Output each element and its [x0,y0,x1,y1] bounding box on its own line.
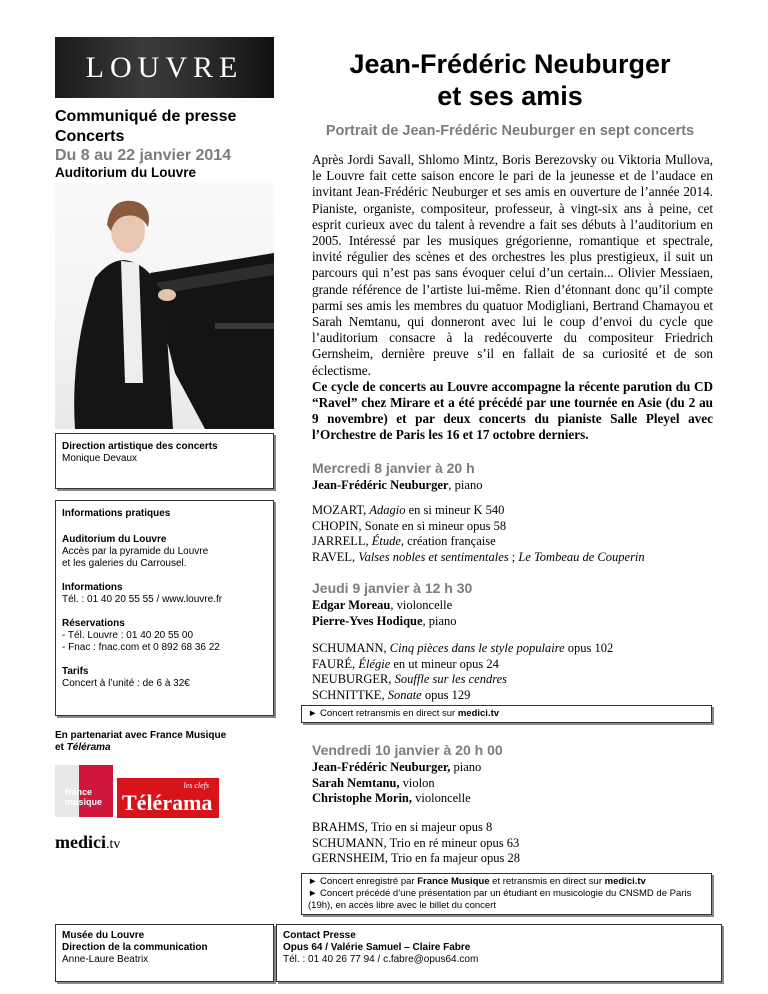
program-item: GERNSHEIM, Trio en fa majeur opus 28 [312,851,520,865]
body-bold-paragraph: Ce cycle de concerts au Louvre accompagne la récente parution du CD “Ravel” chez Mirare et a été précédé par une tournée en Asie (du 2 au 9 novembre) et par deux concerts du pianiste Salle Pleyel avec l’Orchestre de Paris les 16 et 17 octobre derniers. [312,378,713,443]
program-item: SCHUMANN, Cinq pièces dans le style populaire opus 102 [312,641,614,655]
concert-3-date: Vendredi 10 janvier à 20 h 00 [312,742,503,758]
concert-1-date: Mercredi 8 janvier à 20 h [312,460,475,476]
concert-2-program [312,641,722,703]
performer: Christophe Morin, violoncelle [312,791,471,805]
concerts-label: Concerts [55,128,125,145]
telerama-logo [117,778,219,818]
info-title: Informations pratiques [62,508,171,519]
press-release-title [55,107,236,147]
partnership-telerama: Télérama [66,742,111,753]
press-contact-label: Contact Presse [283,930,356,941]
partnership-text [55,730,270,754]
subtitle: Portrait de Jean-Frédéric Neuburger en sept concerts [325,123,695,139]
main-title-line-1: Jean-Frédéric Neuburger [349,49,671,79]
access-line-1: Accès par la pyramide du Louvre [62,546,209,557]
program-item: MOZART, Adagio en si mineur K 540 [312,503,505,517]
partnership-line-2 [55,742,270,754]
pianist-photo [55,183,274,429]
main-title [292,48,728,112]
telerama-logo-text: Télérama [122,790,213,815]
france-musique-logo [55,765,113,817]
performer: Sarah Nemtanu, violon [312,775,435,790]
medici-logo-main: medici [55,832,106,852]
program-item: NEUBURGER, Souffle sur les cendres [312,672,508,686]
informations-value: Tél. : 01 40 20 55 55 / www.louvre.fr [62,594,223,605]
concert-1-performer-name: Jean-Frédéric Neuburger [312,478,449,492]
medici-link[interactable]: medici.tv [457,708,500,719]
reservations-line-2: - Fnac : fnac.com et 0 892 68 36 22 [62,642,220,653]
partnership-prefix: et [55,742,67,753]
footer-museum: Musée du Louvre [62,930,145,941]
fm-logo-line-2: musique [65,797,103,807]
press-contact-agency: Opus 64 / Valérie Samuel – Claire Fabre [283,942,471,953]
body-text [312,152,713,444]
medici-logo-suffix: .tv [106,837,121,852]
venue: Auditorium du Louvre [55,165,196,180]
presentation-note: ► Concert précédé d’une présentation par un étudiant en musicologie du CNSMD de Paris (19h), en accès libre avec le billet du concert [308,888,692,911]
performer: Edgar Moreau, violoncelle [312,598,453,612]
program-item: SCHUMANN, Trio en ré mineur opus 63 [312,835,520,850]
auditorium-label: Auditorium du Louvre [62,534,167,545]
telerama-small-text: les clefs [183,781,209,790]
program-item: FAURÉ, Élégie en ut mineur opus 24 [312,656,499,671]
concert-1-program [312,503,722,565]
medici-link[interactable]: medici.tv [604,876,646,887]
concert-2-date: Jeudi 9 janvier à 12 h 30 [312,580,473,596]
concert-3-performers [312,760,481,807]
tarifs-label: Tarifs [62,666,89,677]
body-paragraph: Après Jordi Savall, Shlomo Mintz, Boris Berezovsky ou Viktoria Mullova, le Louvre fait cette saison encore le pari de la jeunesse et de l’audace en invitant Jean-Frédéric Neuburger et ses amis en ouverture de l’année 2014. Pianiste, organiste, compositeur, professeur, à vingt-six ans à peine, cet esprit curieux avec du talent à revendre a fait ses débuts à l’auditorium en 2005. Intéressé par les musiques grégorienne, romantique et spectrale, invité régulier des scènes et des orchestres les plus prestigieux, il suit un parcours qui n’est pas sans évoquer celui d’un certain... Olivier Messiaen, grande référence de l’artiste lui-même. Rien d’étonnant donc qu’il compte parmi ses amis les membres du quatuor Modigliani, Bertrand Chamayou et Sarah Nemtanu, qui donneront avec lui le coup d’envoi du cycle que l’auditorium consacre à la redécouverte du compositeur Friedrich Gernsheim, dernière preuve s’il en fallait de sa curiosité et de son éclectisme. [312,152,713,378]
practical-info-box [55,500,274,716]
tarifs-value: Concert à l’unité : de 6 à 32€ [62,678,190,689]
concert-2-notice: ► Concert retransmis en direct sur medici.tv [301,705,712,723]
event-dates: Du 8 au 22 janvier 2014 [55,147,232,164]
footer-museum-box [55,924,274,982]
reservations-label: Réservations [62,618,125,629]
program-item: BRAHMS, Trio en si majeur opus 8 [312,820,493,834]
pianist-illustration [55,183,274,429]
footer-contact-name: Anne-Laure Beatrix [62,954,149,965]
performer: Pierre-Yves Hodique, piano [312,613,457,628]
program-item: SCHNITTKE, Sonate opus 129 [312,687,471,702]
footer-press-box [276,924,722,982]
program-item: CHOPIN, Sonate en si mineur opus 58 [312,518,507,533]
concert-2-performers [312,598,457,629]
main-title-line-2: et ses amis [437,81,583,111]
fm-logo-line-1: france [65,787,93,797]
concert-3-notice: ► Concert enregistré par France Musique et retransmis en direct sur medici.tv ► Concert précédé d’une présentation par un étudiant en musicologie du CNSMD de Paris (19h), en accès libre avec le billet du concert [301,873,712,915]
program-item: JARRELL, Étude, création française [312,534,496,548]
performer: Jean-Frédéric Neuburger, piano [312,760,482,774]
logo-text: LOUVRE [85,50,244,84]
concert-1-performer [312,478,482,494]
concert-1-role: , piano [448,478,483,492]
press-contact-details: Tél. : 01 40 26 77 94 / c.fabre@opus64.com [283,954,479,965]
direction-label: Direction artistique des concerts [62,441,218,452]
concert-3-program [312,820,722,867]
medici-logo [55,832,120,853]
reservations-line-1: - Tél. Louvre : 01 40 20 55 00 [62,630,194,641]
informations-label: Informations [62,582,123,593]
press-release-label: Communiqué de presse [55,108,237,125]
artistic-direction-box [55,433,274,489]
access-line-2: et les galeries du Carrousel. [62,558,187,569]
partnership-line-1: En partenariat avec France Musique [55,730,227,741]
direction-name: Monique Devaux [62,453,138,464]
louvre-logo [55,37,274,98]
footer-department: Direction de la communication [62,942,208,953]
program-item: RAVEL, Valses nobles et sentimentales ; Le Tombeau de Couperin [312,549,645,564]
